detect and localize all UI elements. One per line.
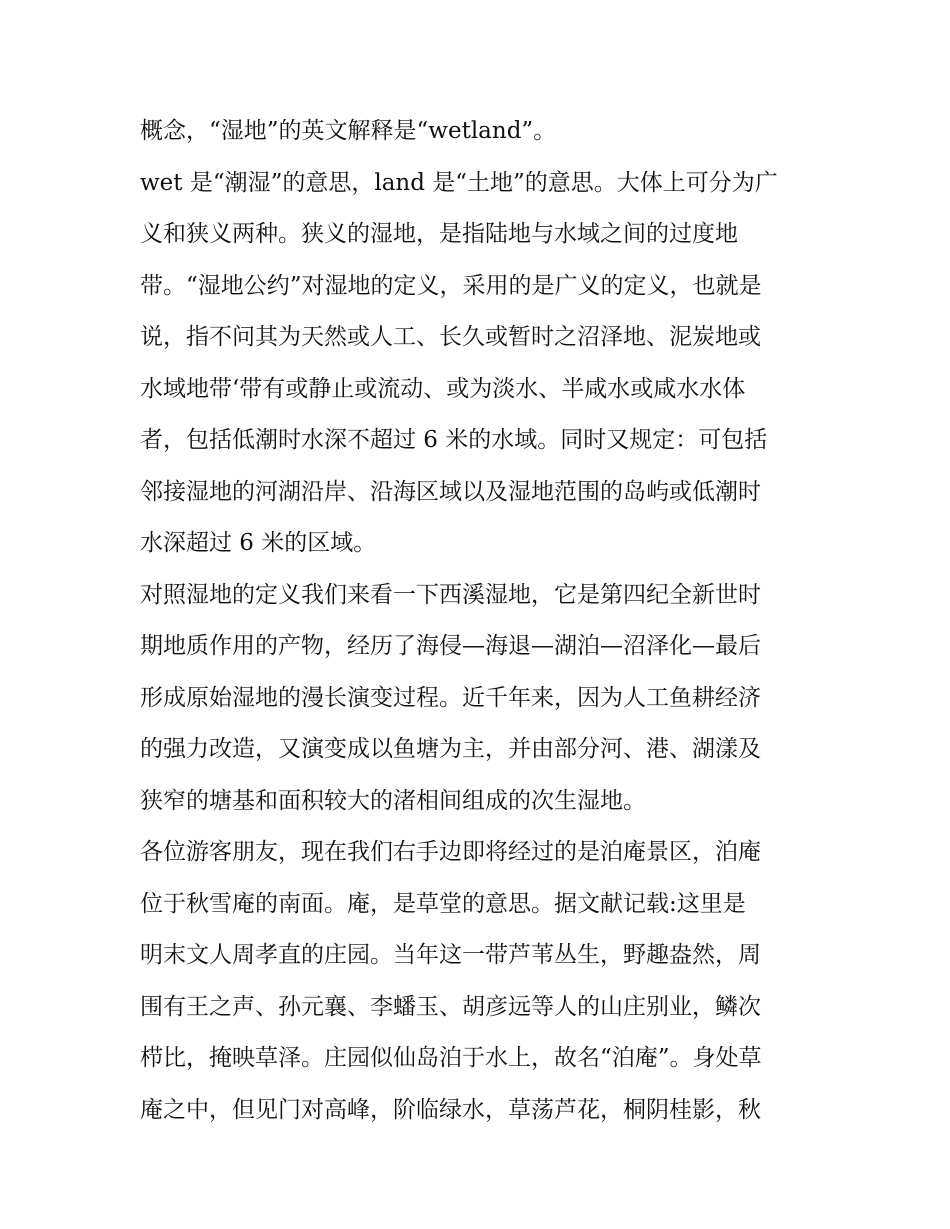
text-line: 狭窄的塘基和面积较大的渚相间组成的次生湿地。 <box>140 787 646 814</box>
text-line: 各位游客朋友，现在我们右手边即将经过的是泊庵景区，泊庵 <box>140 839 761 865</box>
document-body <box>140 106 812 1136</box>
text-line: 庵之中，但见门对高峰，阶临绿水，草荡芦花，桐阴桂影，秋 <box>140 1096 761 1123</box>
text-line: 期地质作用的产物，经历了海侵—海退—湖泊—沼泽化—最后 <box>140 633 761 659</box>
text-line: 明末文人周孝直的庄园。当年这一带芦苇丛生，野趣盎然，周 <box>140 942 761 968</box>
text-line: 水深超过 6 米的区域。 <box>140 530 377 556</box>
text-line: 围有王之声、孙元襄、李蟠玉、胡彦远等人的山庄别业，鳞次 <box>140 993 761 1020</box>
text-line: wet 是“潮湿”的意思，land 是“土地”的意思。大体上可分为广 <box>140 169 778 196</box>
text-line: 位于秋雪庵的南面。庵，是草堂的意思。据文献记载:这里是 <box>140 890 746 917</box>
text-line: 说，指不问其为天然或人工、长久或暂时之沼泽地、泥炭地或 <box>140 324 761 350</box>
text-line: 栉比，掩映草泽。庄园似仙岛泊于水上，故名“泊庵”。身处草 <box>140 1045 762 1071</box>
text-line: 带。“湿地公约”对湿地的定义，采用的是广义的定义，也就是 <box>140 272 762 299</box>
text-line: 邻接湿地的河湖沿岸、沿海区域以及湿地范围的岛屿或低潮时 <box>140 478 761 505</box>
text-line: 形成原始湿地的漫长演变过程。近千年来，因为人工鱼耕经济 <box>140 684 761 711</box>
text-line: 概念，“湿地”的英文解释是“wetland”。 <box>140 118 557 144</box>
text-line: 水域地带‘带有或静止或流动、或为淡水、半咸水或咸水水体 <box>140 375 746 402</box>
text-line: 义和狭义两种。狭义的湿地，是指陆地与水域之间的过度地 <box>140 221 738 247</box>
text-line: 的强力改造，又演变成以鱼塘为主，并由部分河、港、湖漾及 <box>140 736 761 762</box>
text-line: 对照湿地的定义我们来看一下西溪湿地，它是第四纪全新世时 <box>140 581 761 608</box>
text-line: 者，包括低潮时水深不超过 6 米的水域。同时又规定：可包括 <box>140 427 768 453</box>
